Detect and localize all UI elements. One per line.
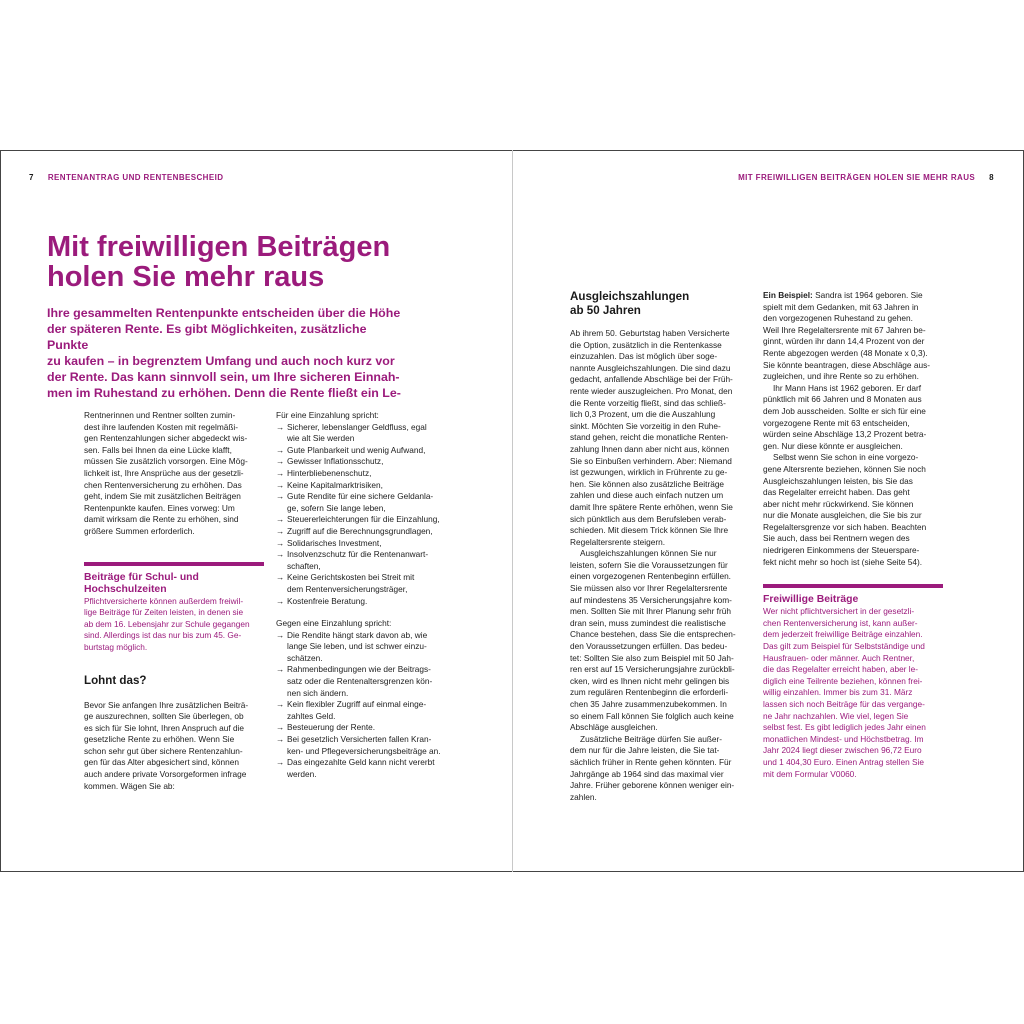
box-text-freiwillig: Wer nicht pflichtversichert in der gesetzli- chen Rentenversicherung ist, kann außer- dem jederzeit freiwillige Beiträge einzahlen. Das gilt zum Beispiel für Selbstständige und Hausfrauen- oder männer. Auch Rentner, die das Regelalter erreicht haben, aber le- diglich eine Teilrente beziehen, können frei- willig einzahlen. Immer bis zum 31. März lassen sich noch Beiträge für das vergange- ne Jahr nachzahlen. Wie viel, legen Sie selbst fest. Es gibt lediglich jedes Jahr einen monatlichen Mindest- und Höchstbetrag. Im Jahr 2024 liegt dieser zwischen 96,72 Euro und 1 404,30 Euro. Einen Antrag stellen Sie mit dem Formular V0060. [763,606,926,779]
lead-line: der späteren Rente. Es gibt Möglichkeiten, zusätzliche Punkte [47,322,367,352]
column-1 [84,410,264,792]
lead-line: Ihre gesammelten Rentenpunkte entscheiden über die Höhe [47,306,401,320]
column-2 [276,410,461,780]
ausgleich-paragraph-3: Zusätzliche Beiträge dürfen Sie außer- dem nur für die Jahre leisten, die Sie tat- sächlich früher in Rente gehen könnten. Für Jahrgänge ab 1964 sind das maximal vier Jahre. Früher geborene können weniger ein- zahlen. [570,733,735,802]
list-item: → Insolvenzschutz für die Rentenanwart- schaften, [276,549,461,572]
page-edge-left [0,150,1,872]
box-rule [84,562,264,566]
example-paragraph-3: Selbst wenn Sie schon in eine vorgezo- gene Altersrente beziehen, können Sie noch Ausgleichszahlungen leisten, bis Sie das das Regelalter erreicht haben. Das geht aber nicht mehr rückwirkend. Sie können nur die Monate ausgleichen, die Sie bis zur Regelaltersgrenze vor sich haben. Beachten Sie auch, dass bei Rentnern wegen des niedrigeren Einkommens der Steuerspare- fekt nicht mehr so hoch ist (siehe Seite 54). [763,452,927,567]
con-list [276,630,461,781]
lead-line: der Rente. Das kann sinnvoll sein, um Ihre sicheren Einnah- [47,370,400,384]
list-item: → Das eingezahlte Geld kann nicht vererbt werden. [276,757,461,780]
column-3 [570,290,750,803]
box-text-schulzeiten: Pflichtversicherte können außerdem freiwil- lige Beiträge für Zeiten leisten, in denen sie ab dem 16. Lebensjahr zur Schule gegangen sind. Allerdings ist das nur bis zum 45. Ge- burtstag möglich. [84,595,250,652]
list-item: → Die Rendite hängt stark davon ab, wie lange Sie leben, und ist schwer einzu- schätzen. [276,630,461,665]
list-item: → Gewisser Inflationsschutz, [276,456,461,468]
lohnt-paragraph: Bevor Sie anfangen Ihre zusätzlichen Beiträ- ge auszurechnen, sollten Sie überlegen, ob es sich für Sie lohnt, Ihren Anspruch auf die gesetzliche Rente zu erhöhen. Wenn Sie schon sehr gut über sichere Rentenzahlun- gen für das Alter abgesichert sind, können auch andere private Vorsorgeformen infrage kommen. Wägen Sie ab: [84,699,249,791]
page-number-left: 7 [29,173,34,182]
list-item: → Besteuerung der Rente. [276,722,461,734]
list-item: → Kostenfreie Beratung. [276,596,461,608]
list-item: → Gute Rendite für eine sichere Geldanla- ge, sofern Sie lange leben, [276,491,461,514]
example-label: Ein Beispiel: [763,290,813,300]
pro-list [276,422,461,608]
list-item: → Steuererleichterungen für die Einzahlung, [276,514,461,526]
list-item: → Solidarisches Investment, [276,538,461,550]
ausgleich-paragraph-1: Ab ihrem 50. Geburtstag haben Versicherte die Option, zusätzlich in die Rentenkasse einzuzahlen. Das ist möglich über soge- nannte Ausgleichszahlungen. Die sind dazu gedacht, anfallende Abschläge bei der Früh- rente wieder auszugleichen. Pro Monat, den die Rente vorzeitig fließt, sind das schließ- lich 0,3 Prozent, um die die Auszahlung sinkt. Möchten Sie vorzeitig in den Ruhe- stand gehen, reicht die monatliche Renten- zahlung Ihnen dann aber nicht aus, können Sie so Einbußen verhindern. Aber: Niemand ist gezwungen, wirklich in Frührente zu ge- hen. Sie können also zusätzliche Beiträge zahlen und diese auch einfach nutzen um damit Ihre spätere Rente erhöhen, wenn Sie sich pünktlich aus dem Berufsleben verab- schieden. Mit diesem Trick können Sie Ihre Regelaltersrente steigern. [570,328,733,547]
running-title-left: RENTENANTRAG UND RENTENBESCHEID [47,173,224,182]
list-item: → Keine Gerichtskosten bei Streit mit dem Rentenversicherungsträger, [276,572,461,595]
list-item: → Hinterbliebenenschutz, [276,468,461,480]
running-header-right [738,173,994,182]
list-item: → Rahmenbedingungen wie der Beitrags- satz oder die Rentenaltersgrenzen kön- nen sich ändern. [276,664,461,699]
column-4 [763,290,943,780]
chapter-title-line: holen Sie mehr raus [47,261,325,293]
list-item: → Kein flexibler Zugriff auf einmal einge- zahltes Geld. [276,699,461,722]
chapter-title-line: Mit freiwilligen Beiträgen [47,231,391,263]
example-paragraph-2: Ihr Mann Hans ist 1962 geboren. Er darf pünktlich mit 66 Jahren und 8 Monaten aus dem Job ausscheiden. Sollte er sich für eine vorgezogene Rente mit 63 entscheiden, würden seine Abschläge 13,2 Prozent betra- gen. Nur diese könnte er ausgleichen. [763,382,927,451]
pro-heading: Für eine Einzahlung spricht: [276,410,379,420]
ausgleich-paragraph-2: Ausgleichszahlungen können Sie nur leisten, sofern Sie die Voraussetzungen für einen vorgezogenen Rentenbeginn erfüllen. Sie müssen also vor Ihrer Regelaltersrente auf mindestens 35 Versicherungsjahre kom- men. Sollten Sie mit Ihrer Planung sehr früh dran sein, muss zumindest die realistische Chance bestehen, dass Sie die entsprechen- den Voraussetzungen erfüllen. Das bedeu- tet: Sollten Sie also zum Beispiel mit 50 Jah- ren erst auf 15 Versicherungsjahre zurückbli- cken, wird es Ihnen nicht mehr gelingen bis zum regulären Rentenbeginn die erforderli- chen 35 Jahre zusammenzubekommen. In so einem Fall können Sie folglich auch keine Abschläge ausgleichen. [570,548,736,733]
example-paragraph-1: Ein Beispiel: Sandra ist 1964 geboren. Sie spielt mit dem Gedanken, mit 63 Jahren in den vorgezogenen Ruhestand zu gehen. Weil Ihre Regelaltersrente mit 67 Jahren be- ginnt, würden ihr dann 14,4 Prozent von der Rente abgezogen werden (48 Monate x 0,3). Sie könnte beantragen, diese Abschläge aus- zugleichen, und ihre Rente so zu erhöhen. [763,290,930,382]
box-title-schulzeiten: Beiträge für Schul- und Hochschulzeiten [84,571,199,595]
subheading-lohnt: Lohnt das? [84,673,147,687]
page-gutter [512,150,513,872]
subheading-ausgleich: Ausgleichszahlungen ab 50 Jahren [570,290,690,317]
box-rule [763,584,943,588]
page-number-right: 8 [989,173,994,182]
con-heading: Gegen eine Einzahlung spricht: [276,618,392,629]
list-item: → Bei gesetzlich Versicherten fallen Kran- ken- und Pflegeversicherungsbeiträge an. [276,734,461,757]
box-title-freiwillig: Freiwillige Beiträge [763,594,859,606]
intro-paragraph: Rentnerinnen und Rentner sollten zumin- dest ihre laufenden Kosten mit regelmäßi- gen Rentenzahlungen sicher abgedeckt wis- sen. Falls bei Ihnen da eine Lücke klafft, müssen Sie zusätzlich vorsorgen. Eine Mög- lichkeit ist, Ihre Ansprüche aus der gesetzli- chen Rentenversicherung zu erhöhen. Das geht, indem Sie mit zusätzlichen Beiträgen Rentenpunkte kaufen. Eines vorweg: Um damit wirksam die Rente zu erhöhen, sind größere Summen erforderlich. [84,410,248,536]
running-header-left [29,173,223,182]
list-item: → Gute Planbarkeit und wenig Aufwand, [276,445,461,457]
list-item: → Keine Kapitalmarktrisiken, [276,480,461,492]
chapter-title [47,232,390,292]
list-item: → Zugriff auf die Berechnungsgrundlagen, [276,526,461,538]
running-title-right: MIT FREIWILLIGEN BEITRÄGEN HOLEN SIE MEHR RAUS [738,173,976,182]
lead-paragraph [47,305,402,401]
lead-line: men im Ruhestand zu erhöhen. Denn die Rente fließt ein Le- [47,386,401,400]
lead-line: zu kaufen – in begrenztem Umfang und auch noch kurz vor [47,354,395,368]
list-item: → Sicherer, lebenslanger Geldfluss, egal wie alt Sie werden [276,422,461,445]
